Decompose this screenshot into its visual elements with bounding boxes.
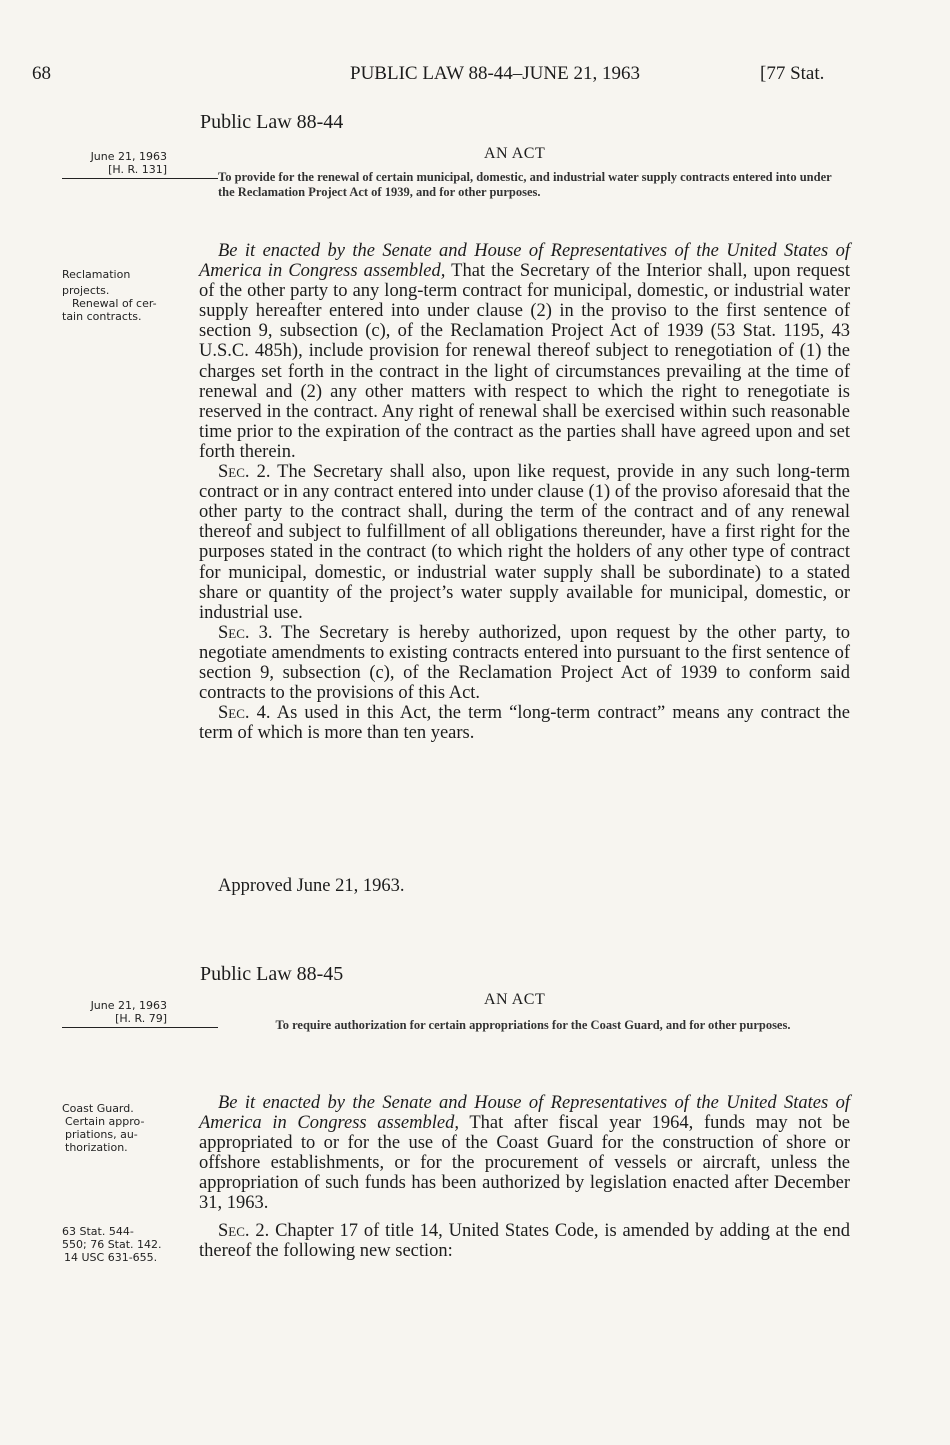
section-1 — [199, 241, 850, 462]
section-2 — [199, 1221, 850, 1261]
law-title: Public Law 88-44 — [200, 111, 344, 133]
margin-note — [62, 1102, 182, 1154]
act-purpose: To require authorization for certain appropriations for the Coast Guard, and for other purposes. — [275, 1018, 791, 1032]
section-4 — [199, 703, 850, 743]
law-body — [199, 241, 850, 743]
enacting-clause: Be it enacted by the Senate and House of Representatives of the United States of America in Congress assembled, — [199, 1093, 850, 1134]
margin-note-line: Renewal of cer- — [72, 297, 157, 310]
section-text: The Secretary is hereby authorized, upon request by the other party, to negotiate amendments to existing contracts entered into pursuant to the first sentence of section 9, subsection (c), of the Reclamation Project Act of 1939 to conform said contracts to the provisions of this Act. — [199, 622, 850, 704]
margin-citation-line: 14 USC 631-655. — [64, 1251, 158, 1264]
law-body-continued — [199, 1221, 850, 1261]
act-label: AN ACT — [484, 991, 546, 1008]
section-2 — [199, 462, 850, 623]
margin-citation — [62, 1225, 202, 1264]
margin-date: June 21, 1963 — [90, 999, 167, 1012]
margin-rule — [62, 178, 218, 179]
margin-note-line: projects. — [62, 284, 110, 297]
act-purpose: To provide for the renewal of certain municipal, domestic, and industrial water supply contracts entered into under the Reclamation Project Act of 1939, and for other purposes. — [218, 170, 832, 199]
section-3 — [199, 623, 850, 703]
approval-date: Approved June 21, 1963. — [218, 876, 405, 896]
margin-note-line: tain contracts. — [62, 310, 142, 323]
margin-bill-number: [H. R. 79] — [115, 1012, 167, 1025]
margin-note-line: Reclamation — [62, 268, 131, 281]
margin-bill-number: [H. R. 131] — [108, 163, 167, 176]
volume-reference: [77 Stat. — [760, 63, 825, 84]
margin-citation-line: 63 Stat. 544- — [62, 1225, 134, 1238]
margin-date: June 21, 1963 — [90, 150, 167, 163]
margin-citation-line: 550; 76 Stat. 142. — [62, 1238, 162, 1251]
section-1 — [199, 1093, 850, 1214]
margin-note-line: thorization. — [65, 1141, 128, 1154]
section-label: Sec. 2. — [218, 1221, 270, 1241]
section-text: That after fiscal year 1964, funds may not be appropriated to or for the use of the Coast Guard for the construction of shore or offshore establishments, or for the procurement of vessels or aircraft, unless the appropriation of such funds has been authorized by legislation enacted after December 31, 1963. — [199, 1113, 850, 1214]
enacting-clause: Be it enacted by the Senate and House of Representatives of the United States of America in Congress assembled, — [199, 241, 850, 282]
section-label: Sec. 2. — [218, 462, 271, 483]
page-number: 68 — [32, 63, 51, 84]
margin-note-line: priations, au- — [65, 1128, 138, 1141]
margin-note-line: Certain appro- — [65, 1115, 145, 1128]
section-text: The Secretary shall also, upon like request, provide in any such long-term contract or in any contract entered into under clause (1) of the proviso aforesaid that the other party to the contract shall, during the term of the contract and of any renewal thereof and subject to fulfillment of all obligations thereunder, have a first right for the purposes stated in the contract (to which right the holders of any other type of contract for municipal, domestic, or industrial water supply shall be subordinate) to a stated share or quantity of the project’s water supply available for municipal, domestic, or industrial use. — [199, 462, 850, 623]
running-head: PUBLIC LAW 88-44–JUNE 21, 1963 — [350, 63, 640, 84]
margin-note-line: Coast Guard. — [62, 1102, 134, 1115]
section-text: As used in this Act, the term “long-term contract” means any contract the term of which is more than ten years. — [199, 703, 851, 744]
law-title: Public Law 88-45 — [200, 963, 344, 985]
section-label: Sec. 4. — [218, 703, 271, 724]
section-label: Sec. 3. — [218, 622, 273, 643]
section-text: That the Secretary of the Interior shall, upon request of the other party to any long-term contract for municipal, domestic, or industrial water supply hereafter entered into under clause (2) in the proviso to the first sentence of section 9, subsection (c), of the Reclamation Project Act of 1939 (53 Stat. 1195, 43 U.S.C. 485h), include provision for renewal thereof subject to renegotiation of (1) the charges set forth in the contract in the light of circumstances prevailing at the time of renewal and (2) any other matters with respect to which the right to renegotiate is reserved in the contract. Any right of renewal shall be exercised within such reasonable time prior to the expiration of the contract as the parties shall have agreed upon and set forth therein. — [199, 261, 850, 462]
margin-note — [62, 268, 182, 323]
section-text: Chapter 17 of title 14, United States Code, is amended by adding at the end thereof the following new section: — [199, 1221, 851, 1262]
margin-rule — [62, 1027, 218, 1028]
law-body — [199, 1093, 850, 1214]
act-label: AN ACT — [484, 145, 546, 162]
